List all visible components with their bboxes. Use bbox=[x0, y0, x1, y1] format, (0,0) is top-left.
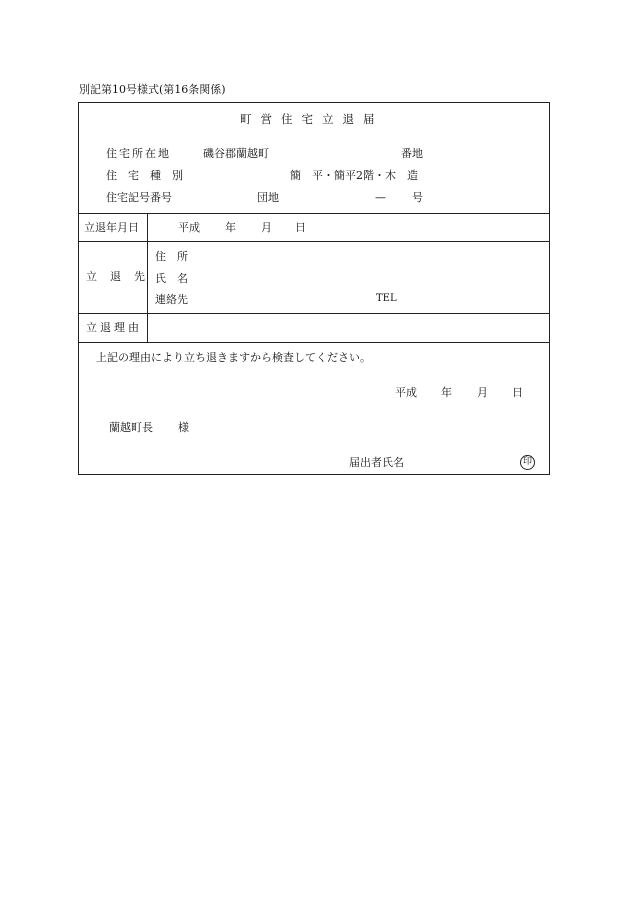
housing-code-dash: — bbox=[375, 191, 386, 204]
moveout-date-era: 平成 bbox=[178, 221, 200, 234]
moveout-date-day: 日 bbox=[295, 221, 306, 234]
moveout-date-year: 年 bbox=[225, 221, 236, 234]
destination-tel-label: TEL bbox=[376, 293, 397, 304]
seal-mark: 印 bbox=[520, 455, 535, 470]
divider-footer bbox=[79, 342, 549, 343]
destination-address-label: 住 所 bbox=[155, 250, 188, 263]
housing-code-label: 住宅記号番号 bbox=[106, 191, 172, 204]
addressee: 蘭越町長 bbox=[109, 421, 153, 434]
housing-code-go: 号 bbox=[412, 191, 423, 204]
moveout-date-label: 立退年月日 bbox=[84, 221, 139, 234]
submit-date-era: 平成 bbox=[395, 386, 417, 399]
divider-date bbox=[79, 213, 549, 214]
divider-destination bbox=[79, 241, 549, 242]
divider-reason bbox=[79, 313, 549, 314]
location-label: 住宅所在地 bbox=[106, 147, 171, 160]
reason-label: 立退理由 bbox=[86, 321, 142, 334]
form-reference: 別記第10号様式(第16条関係) bbox=[79, 83, 226, 96]
applicant-name-label: 届出者氏名 bbox=[349, 456, 404, 469]
location-suffix: 番地 bbox=[401, 147, 423, 160]
housing-code-danchi: 団地 bbox=[257, 191, 279, 204]
destination-contact-label: 連絡先 bbox=[155, 293, 188, 306]
addressee-honorific: 様 bbox=[178, 421, 189, 434]
location-value: 磯谷郡蘭越町 bbox=[203, 147, 269, 160]
housing-type-options: 簡 平・簡平2階・木 造 bbox=[290, 169, 418, 182]
statement-text: 上記の理由により立ち退きますから検査してください。 bbox=[96, 351, 371, 364]
moveout-form bbox=[78, 102, 550, 475]
submit-date-year: 年 bbox=[441, 386, 452, 399]
destination-label: 立 退 先 bbox=[86, 270, 146, 283]
label-column-divider bbox=[147, 213, 148, 342]
housing-type-label: 住 宅 種 別 bbox=[106, 169, 183, 182]
submit-date-month: 月 bbox=[477, 386, 488, 399]
destination-name-label: 氏 名 bbox=[155, 272, 188, 285]
moveout-date-month: 月 bbox=[261, 221, 272, 234]
form-title: 町営住宅立退届 bbox=[240, 112, 384, 126]
submit-date-day: 日 bbox=[512, 386, 523, 399]
